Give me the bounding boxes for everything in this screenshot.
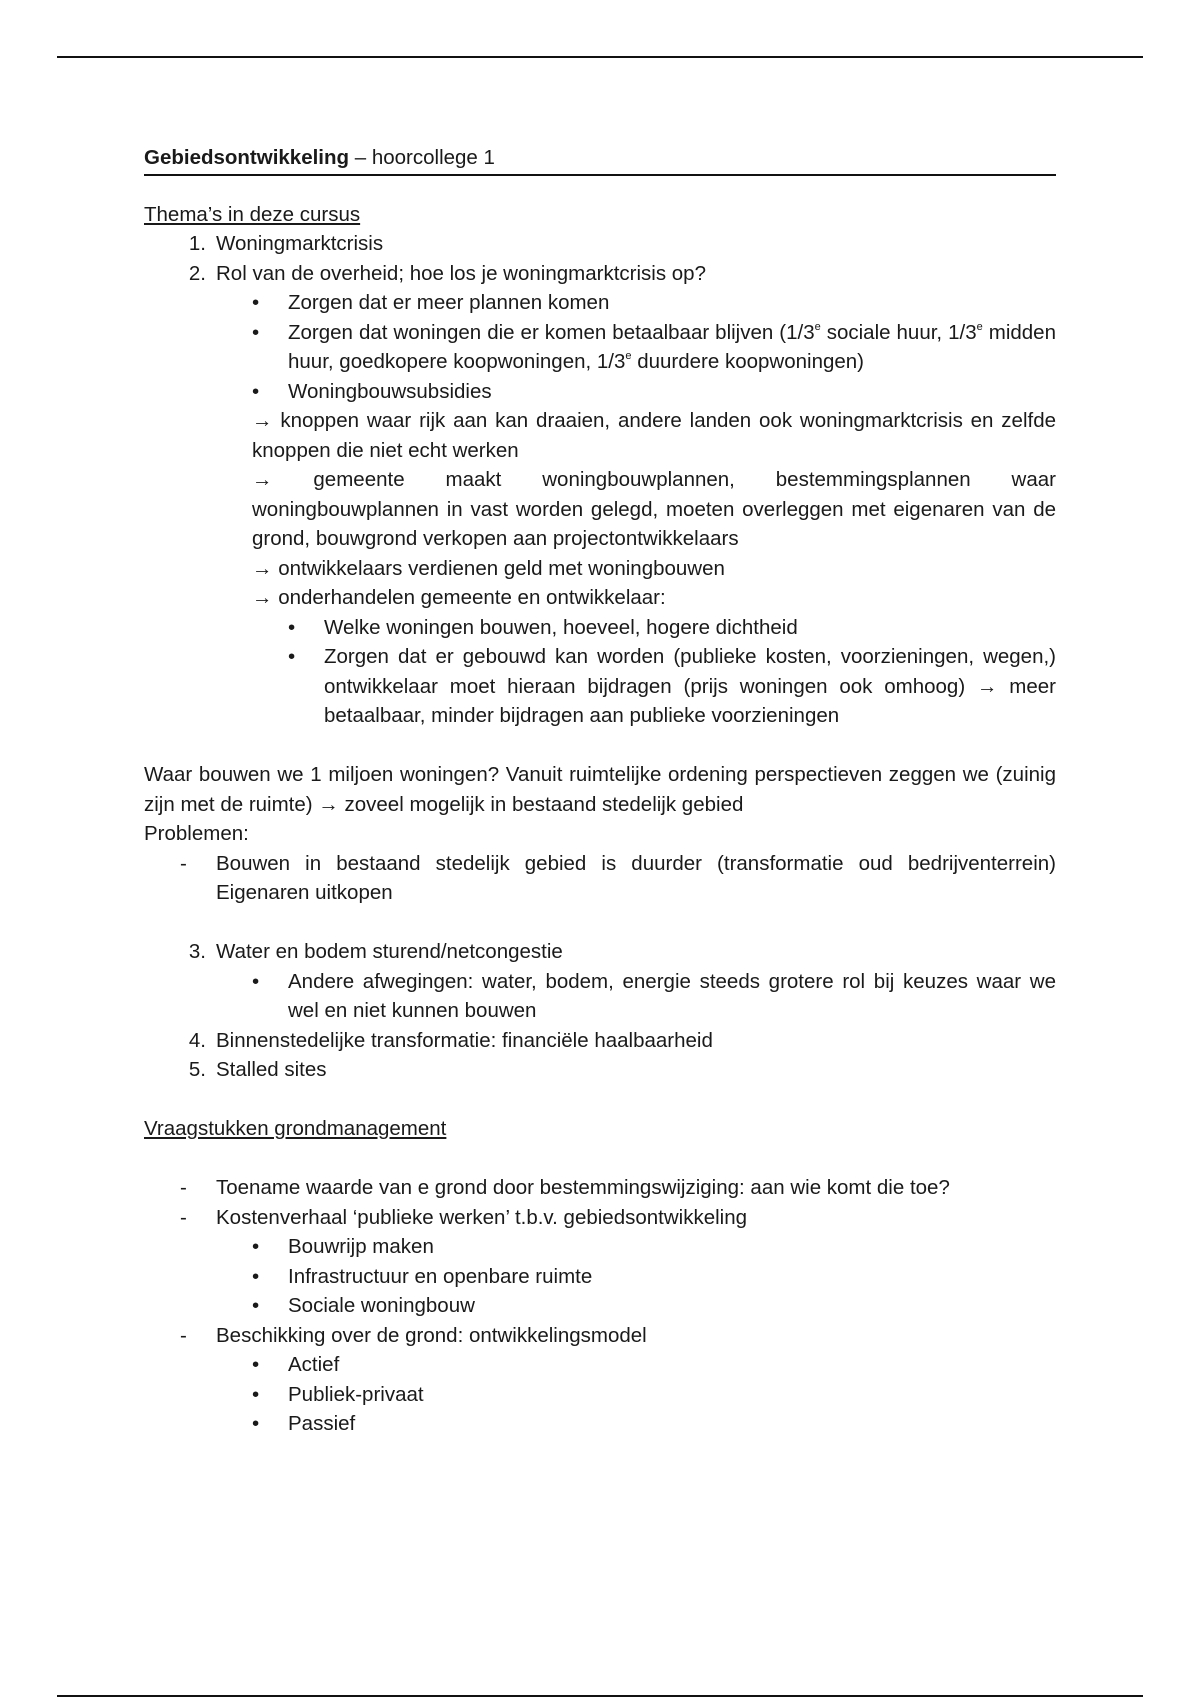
footer-rule [57, 1695, 1143, 1697]
bullet-sociale: • Sociale woningbouw [144, 1291, 1056, 1321]
arrow-right-icon: → [318, 792, 339, 816]
arrow-note-ontwikkelaars: → ontwikkelaars verdienen geld met woningbouwen [252, 556, 725, 580]
dash-marker: - [180, 1176, 187, 1199]
bullet-betaalbaar: • Zorgen dat woningen die er komen betaalbaar blijven (1/3e sociale huur, 1/3e midden huur, goedkopere koopwoningen, 1/3e duurdere koopwoningen) [144, 318, 1056, 377]
bullet-publiek-privaat: • Publiek-privaat [144, 1380, 1056, 1410]
problemen-label: Problemen: [144, 822, 249, 845]
title-bold: Gebiedsontwikkeling [144, 146, 350, 169]
numbered-item-3: 3. Water en bodem sturend/netcongestie [188, 940, 563, 963]
bullet-zorgen-plannen: • Zorgen dat er meer plannen komen [144, 288, 1056, 318]
dash-item-problem: - Bouwen in bestaand stedelijk gebied is duurder (transformatie oud bedrijventerrein) Eigenaren uitkopen [144, 849, 1056, 908]
bullet-icon: • [252, 379, 260, 403]
bullet-bouwrijp: • Bouwrijp maken [144, 1232, 1056, 1262]
arrow-right-icon: → [252, 556, 273, 580]
numbered-item-2: 2. Rol van de overheid; hoe los je woningmarktcrisis op? [188, 261, 706, 285]
bullet-infrastructuur: • Infrastructuur en openbare ruimte [144, 1262, 1056, 1292]
dash-marker: - [180, 851, 187, 875]
dash-marker: - [180, 1205, 187, 1229]
dash-marker: - [180, 1323, 187, 1347]
numbered-item-1: 1. Woningmarktcrisis [188, 232, 384, 255]
bullet-icon: • [252, 1382, 260, 1406]
bullet-subsidies: • Woningbouwsubsidies [144, 377, 1056, 407]
bullet-afwegingen: • Andere afwegingen: water, bodem, energie steeds grotere rol bij keuzes waar we wel en niet kunnen bouwen [144, 967, 1056, 1026]
arrow-right-icon: → [252, 586, 273, 609]
document-body [144, 143, 1056, 1439]
arrow-right-icon: → [252, 468, 273, 491]
bullet-icon: • [252, 291, 260, 314]
bullet-passief: • Passief [144, 1409, 1056, 1439]
numbered-item-4: 4. Binnenstedelijke transformatie: financiële haalbaarheid [188, 1028, 713, 1052]
section-heading-themas: Thema’s in deze cursus [144, 202, 361, 226]
bullet-actief: • Actief [144, 1350, 1056, 1380]
dash-item-beschikking: - Beschikking over de grond: ontwikkelingsmodel [144, 1321, 1056, 1351]
sub-bullet-welke: • Welke woningen bouwen, hoeveel, hogere dichtheid [144, 613, 1056, 643]
dash-item-kostenverhaal: - Kostenverhaal ‘publieke werken’ t.b.v. gebiedsontwikkeling [144, 1203, 1056, 1233]
bullet-icon: • [288, 615, 296, 639]
bullet-icon: • [252, 1353, 260, 1376]
bullet-icon: • [252, 1412, 260, 1435]
bullet-icon: • [288, 645, 296, 668]
arrow-note-onderhandelen: → onderhandelen gemeente en ontwikkelaar: [252, 586, 666, 609]
arrow-right-icon: → [252, 409, 273, 432]
arrow-note-gemeente: → gemeente maakt woningbouwplannen, bestemmingsplannen waar woningbouwplannen in vast worden gelegd, moeten overleggen met eigenaren van de grond, bouwgrond verkopen aan projectontwikkelaars [252, 468, 1056, 550]
dash-item-toename: - Toename waarde van e grond door bestemmingswijziging: aan wie komt die toe? [144, 1173, 1056, 1203]
sub-bullet-zorgen: • Zorgen dat er gebouwd kan worden (publieke kosten, voorzieningen, wegen,) ontwikkelaar moet hieraan bijdragen (prijs woningen ook omhoog) → meer betaalbaar, minder bijdragen aan publieke voorzieningen [144, 642, 1056, 731]
bullet-icon: • [252, 1264, 260, 1288]
arrow-right-icon: → [976, 674, 998, 698]
bullet-icon: • [252, 320, 260, 344]
bullet-icon: • [252, 1294, 260, 1317]
header-rule [57, 56, 1143, 58]
numbered-item-5: 5. Stalled sites [188, 1058, 327, 1081]
paragraph-waar-bouwen: Waar bouwen we 1 miljoen woningen? Vanuit ruimtelijke ordening perspectieven zeggen we (zuinig zijn met de ruimte) → zoveel mogelijk in bestaand stedelijk gebied [144, 763, 1056, 816]
page-title [144, 143, 1056, 176]
bullet-icon: • [252, 969, 260, 993]
bullet-icon: • [252, 1235, 260, 1258]
section-heading-vraagstukken: Vraagstukken grondmanagement [144, 1117, 447, 1140]
title-rest: – hoorcollege 1 [349, 146, 495, 169]
arrow-note-knoppen: → knoppen waar rijk aan kan draaien, andere landen ook woningmarktcrisis en zelfde knoppen die niet echt werken [252, 409, 1056, 462]
